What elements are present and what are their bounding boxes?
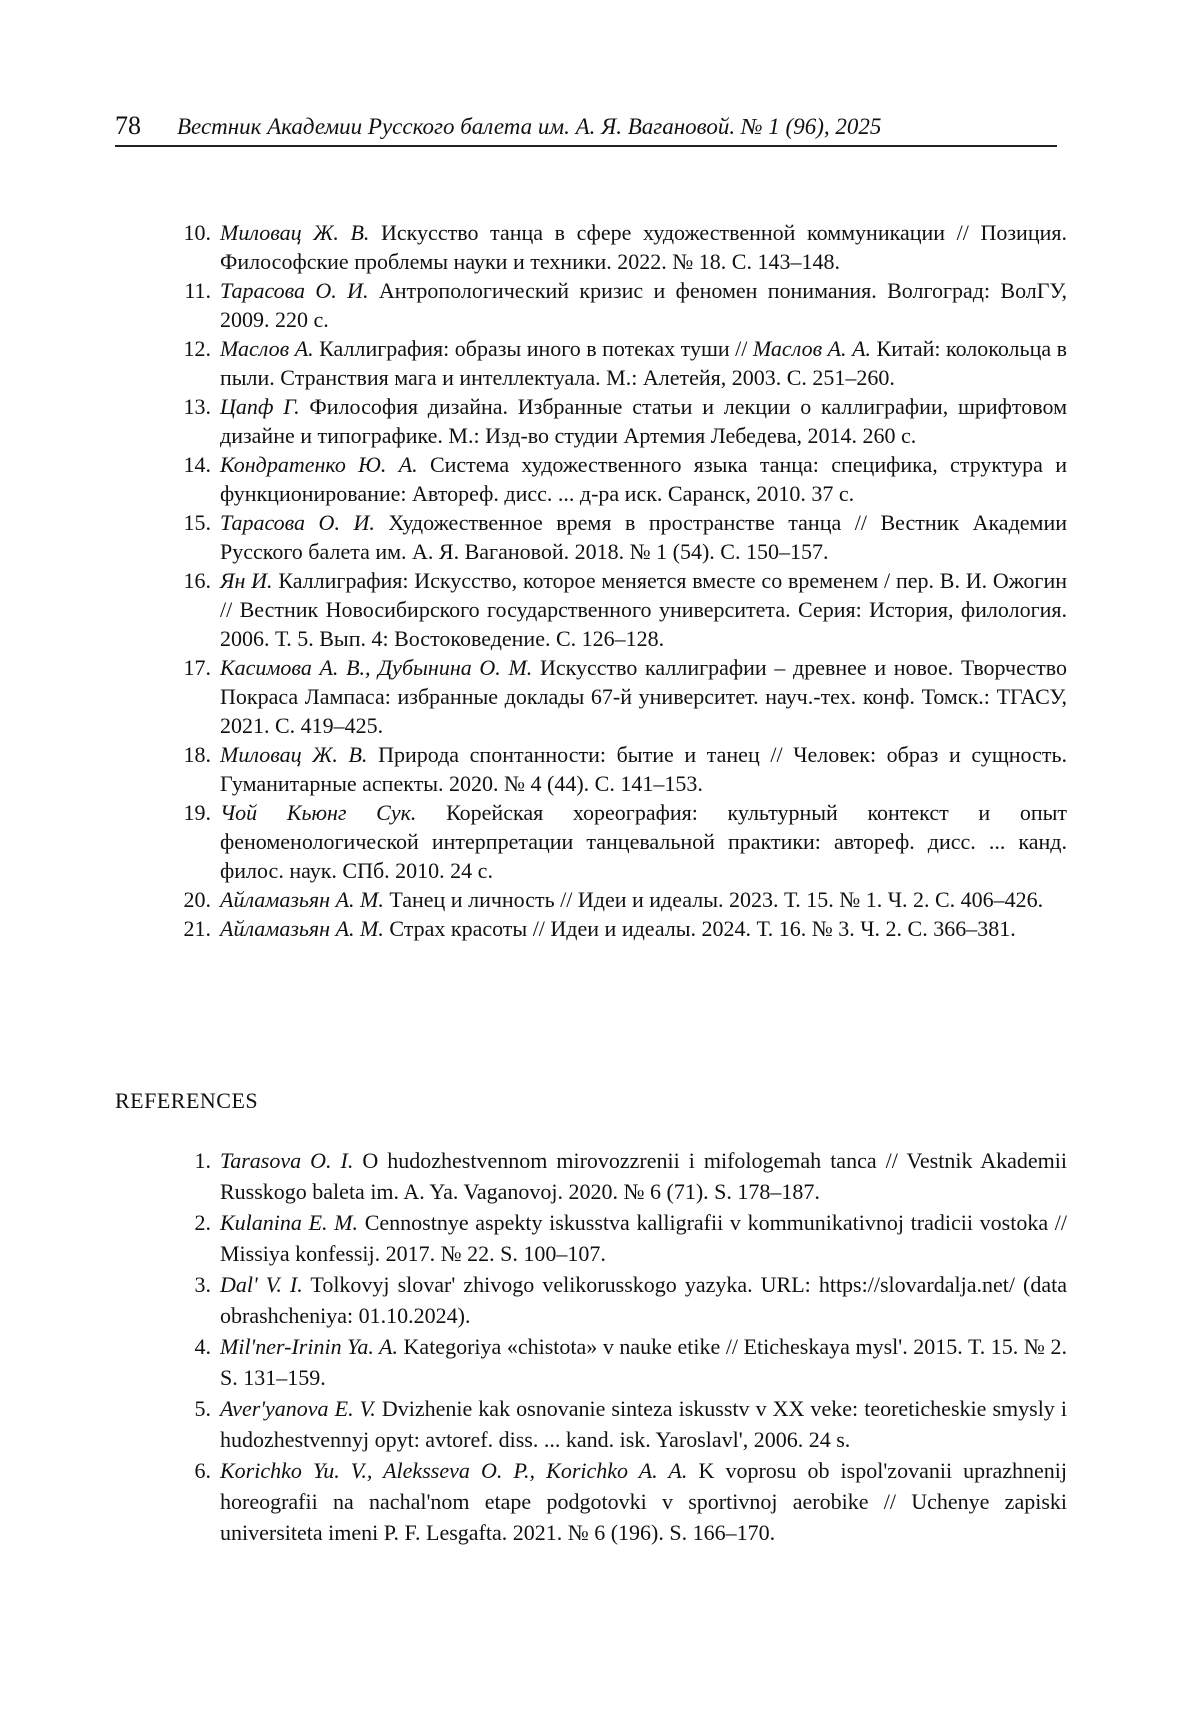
reference-number: 16. [183, 568, 211, 593]
reference-text: Искусство танца в сфере художественной коммуникации // Позиция. Философские проблемы науки и техники. 2022. № 18. С. 143–148. [220, 220, 1067, 274]
reference-number: 1. [194, 1148, 211, 1173]
reference-author: Маслов А. [220, 336, 314, 361]
reference-text: Танец и личность // Идеи и идеалы. 2023. Т. 15. № 1. Ч. 2. С. 406–426. [389, 887, 1044, 912]
reference-number: 15. [183, 510, 211, 535]
reference-text: Каллиграфия: образы иного в потеках туши // [319, 336, 748, 361]
reference-author: Тарасова О. И. [220, 278, 369, 303]
reference-author: Кондратенко Ю. А. [220, 452, 418, 477]
reference-item [165, 566, 1067, 653]
reference-text: Tolkovyj slovar' zhivogo velikorusskogo yazyka. URL: https://slovardalja.net/ (data obrashcheniya: 01.10.2024). [220, 1272, 1067, 1328]
reference-number: 4. [194, 1334, 211, 1359]
reference-number: 21. [183, 916, 211, 941]
reference-item [165, 798, 1067, 885]
reference-author: Ян И. [220, 568, 273, 593]
reference-number: 18. [183, 742, 211, 767]
reference-item [165, 450, 1067, 508]
reference-item [165, 1393, 1067, 1455]
english-reference-list [165, 1145, 1067, 1548]
reference-text: Философия дизайна. Избранные статьи и лекции о каллиграфии, шрифтовом дизайне и типографике. М.: Изд-во студии Артемия Лебедева, 2014. 260 с. [220, 394, 1067, 448]
reference-author: Касимова А. В., Дубынина О. М. [220, 655, 533, 680]
reference-text: Dvizhenie kak osnovanie sinteza iskusstv v XX veke: teoreticheskie smysly i hudozhestvennyj opyt: avtoref. diss. ... kand. isk. Yaroslavl', 2006. 24 s. [220, 1396, 1067, 1452]
references-heading: REFERENCES [115, 1088, 259, 1113]
reference-author-secondary: Маслов А. А. [752, 336, 872, 361]
reference-author: Тарасова О. И. [220, 510, 375, 535]
reference-author: Korichko Yu. V., Aleksseva O. P., Korichko A. A. [220, 1458, 688, 1483]
reference-item [165, 334, 1067, 392]
reference-number: 17. [183, 655, 211, 680]
reference-text: Природа спонтанности: бытие и танец // Человек: образ и сущность. Гуманитарные аспекты. 2020. № 4 (44). С. 141–153. [220, 742, 1067, 796]
journal-title: Вестник Академии Русского балета им. А. Я. Вагановой. № 1 (96), 2025 [177, 114, 882, 139]
reference-item [165, 1269, 1067, 1331]
reference-text-secondary: Китай: колокольца в пыли. Странствия мага и интеллектуала. М.: Алетейя, 2003. С. 251–260. [220, 336, 1068, 390]
reference-text: K voprosu ob ispol'zovanii uprazhnenij horeografii na nachal'nom etape podgotovki v sportivnoj aerobike // Uchenye zapiski universiteta imeni P. F. Lesgafta. 2021. № 6 (196). S. 166–170. [220, 1458, 1068, 1545]
reference-number: 3. [194, 1272, 211, 1297]
reference-number: 19. [183, 800, 211, 825]
reference-text: Страх красоты // Идеи и идеалы. 2024. Т. 16. № 3. Ч. 2. С. 366–381. [389, 916, 1016, 941]
reference-item [165, 1207, 1067, 1269]
reference-number: 11. [184, 278, 211, 303]
reference-item [165, 508, 1067, 566]
reference-author: Миловац Ж. В. [220, 220, 370, 245]
reference-number: 13. [183, 394, 211, 419]
reference-text: Художественное время в пространстве танца // Вестник Академии Русского балета им. А. Я. Вагановой. 2018. № 1 (54). С. 150–157. [220, 510, 1067, 564]
reference-author: Айламазьян А. М. [220, 916, 384, 941]
running-header [115, 105, 1057, 147]
reference-number: 2. [194, 1210, 211, 1235]
reference-item [165, 885, 1067, 914]
reference-author: Dal' V. I. [220, 1272, 303, 1297]
reference-author: Миловац Ж. В. [220, 742, 368, 767]
reference-item [165, 653, 1067, 740]
reference-number: 14. [183, 452, 211, 477]
reference-text: Kategoriya «chistota» v nauke etike // Eticheskaya mysl'. 2015. T. 15. № 2. S. 131–159. [220, 1334, 1067, 1390]
page-number: 78 [115, 111, 141, 140]
reference-author: Tarasova O. I. [220, 1148, 354, 1173]
reference-author: Айламазьян А. М. [220, 887, 384, 912]
reference-text: O hudozhestvennom mirovozzrenii i mifologemah tanca // Vestnik Akademii Russkogo baleta im. A. Ya. Vaganovoj. 2020. № 6 (71). S. 178–187. [220, 1148, 1067, 1204]
reference-item [165, 1145, 1067, 1207]
reference-number: 6. [194, 1458, 211, 1483]
reference-item [165, 1331, 1067, 1393]
reference-author: Цапф Г. [220, 394, 300, 419]
reference-item [165, 276, 1067, 334]
reference-author: Mil'ner-Irinin Ya. A. [220, 1334, 398, 1359]
reference-item [165, 740, 1067, 798]
reference-text: Cennostnye aspekty iskusstva kalligrafii v kommunikativnoj tradicii vostoka // Missiya konfessij. 2017. № 22. S. 100–107. [220, 1210, 1068, 1266]
reference-text: Антропологический кризис и феномен понимания. Волгоград: ВолГУ, 2009. 220 с. [220, 278, 1067, 332]
reference-author: Kulanina E. M. [220, 1210, 359, 1235]
reference-number: 20. [183, 887, 211, 912]
reference-number: 5. [194, 1396, 211, 1421]
reference-text: Искусство каллиграфии – древнее и новое. Творчество Покраса Лампаса: избранные доклады 67-й университет. науч.-тех. конф. Томск.: ТГАСУ, 2021. С. 419–425. [220, 655, 1067, 738]
reference-item [165, 914, 1067, 943]
reference-author: Чой Кьюнг Сук. [220, 800, 417, 825]
reference-item [165, 1455, 1067, 1548]
reference-number: 10. [183, 220, 211, 245]
russian-reference-list [165, 218, 1067, 943]
reference-text: Система художественного языка танца: специфика, структура и функционирование: Автореф. дисс. ... д-ра иск. Саранск, 2010. 37 с. [220, 452, 1068, 506]
reference-number: 12. [183, 336, 211, 361]
reference-text: Корейская хореография: культурный контекст и опыт феноменологической интерпретации танцевальной практики: автореф. дисс. ... канд. филос. наук. СПб. 2010. 24 с. [220, 800, 1067, 883]
reference-item [165, 218, 1067, 276]
reference-text: Каллиграфия: Искусство, которое меняется вместе со временем / пер. В. И. Ожогин // Вестник Новосибирского государственного университета. Серия: История, филология. 2006. Т. 5. Вып. 4: Востоковедение. С. 126–128. [220, 568, 1068, 651]
reference-item [165, 392, 1067, 450]
reference-author: Aver'yanova E. V. [220, 1396, 376, 1421]
